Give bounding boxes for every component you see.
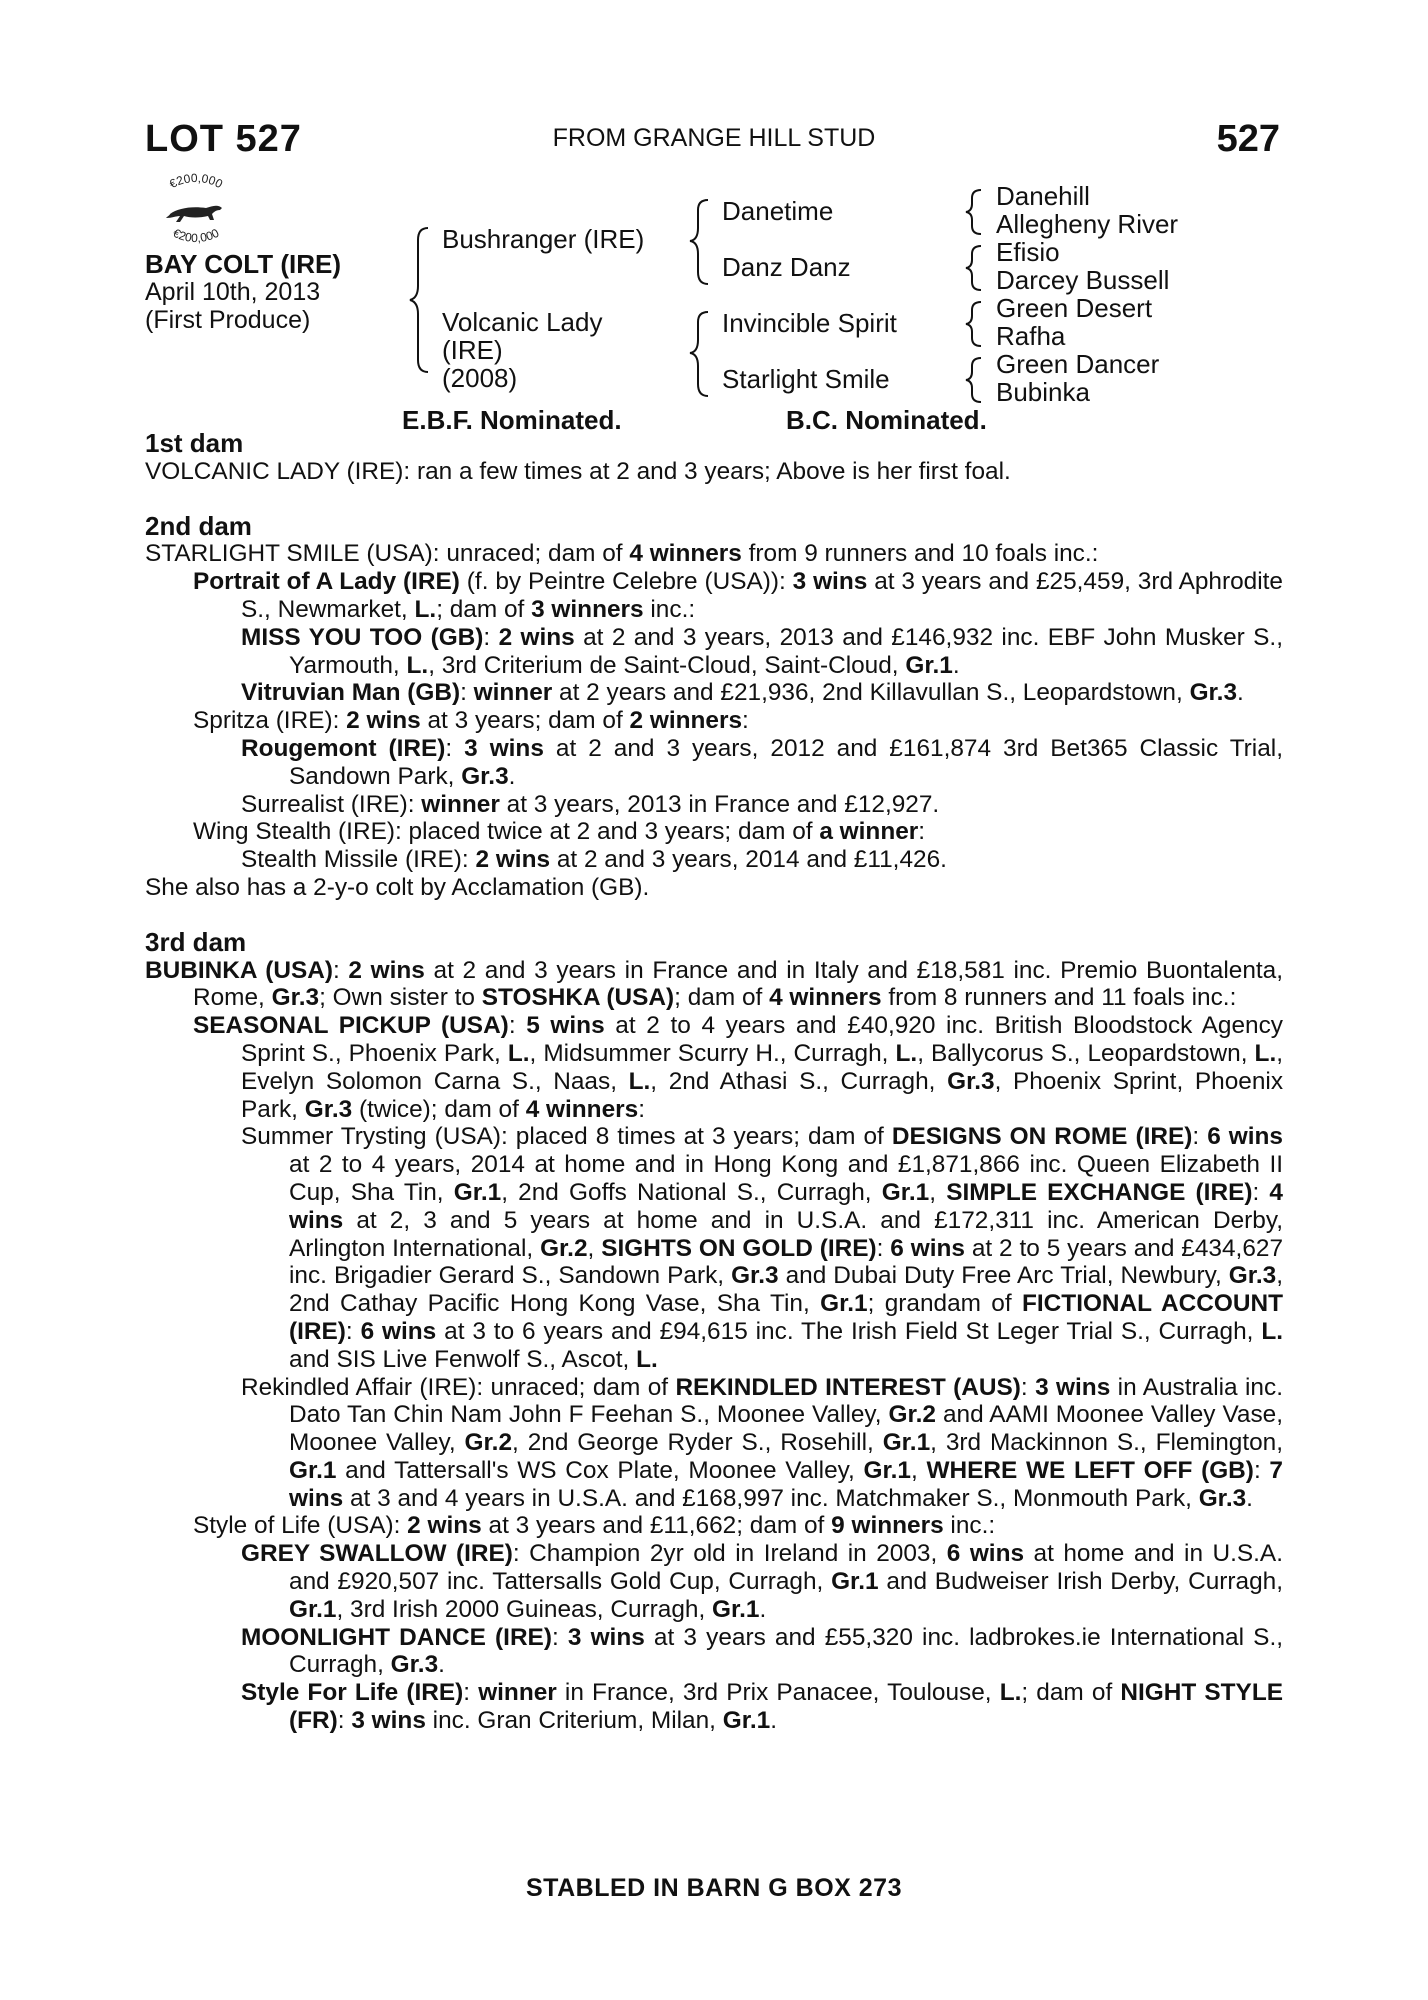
dam-country: (IRE) <box>442 335 503 365</box>
sire-dam: Danz Danz <box>722 252 851 282</box>
third-dam-text: BUBINKA (USA): 2 wins at 2 and 3 years in France and in Italy and £18,581 inc. Premio Buontalenta, Rome, Gr.3; Own sister to STOSHKA (USA); dam of 4 winners from 8 runners and 11 foals inc.: <box>145 956 1284 1012</box>
produce-entry: Surrealist (IRE): winner at 3 years, 2013 in France and £12,927. <box>241 790 940 818</box>
third-dam-heading: 3rd dam <box>145 926 247 957</box>
sire-name: Bushranger (IRE) <box>442 224 645 254</box>
ancestor-sdd: Darcey Bussell <box>996 265 1170 295</box>
stabling-location: STABLED IN BARN G BOX 273 <box>526 1874 902 1902</box>
dam-dam: Starlight Smile <box>722 364 890 394</box>
horse-title: BAY COLT (IRE) <box>145 249 341 279</box>
lot-label: LOT 527 <box>145 118 302 160</box>
ancestor-sds: Efisio <box>996 237 1060 267</box>
svg-text:€200,000 <box>167 172 225 191</box>
ancestor-sss: Danehill <box>996 181 1090 211</box>
second-dam-heading: 2nd dam <box>145 510 252 541</box>
ancestor-dds: Green Dancer <box>996 349 1160 379</box>
produce-note: (First Produce) <box>145 306 311 334</box>
produce-entry: Rougemont (IRE): 3 wins at 2 and 3 years, 2012 and £161,874 3rd Bet365 Classic Trial, Sandown Park, Gr.3. <box>241 734 1283 790</box>
produce-entry: Style For Life (IRE): winner in France, 3rd Prix Panacee, Toulouse, L.; dam of NIGHT STYLE (FR): 3 wins inc. Gran Criterium, Milan, Gr.1. <box>241 1679 1283 1735</box>
second-dam-text: STARLIGHT SMILE (USA): unraced; dam of 4 winners from 9 runners and 10 foals inc.: <box>145 540 1099 568</box>
ancestor-ddd: Bubinka <box>996 377 1090 407</box>
produce-entry: Style of Life (USA): 2 wins at 3 years and £11,662; dam of 9 winners inc.: <box>193 1512 996 1540</box>
ebf-nomination: E.B.F. Nominated. <box>402 405 622 435</box>
stamp-top-text: €200,000 <box>166 172 226 192</box>
produce-entry: Vitruvian Man (GB): winner at 2 years and £21,936, 2nd Killavullan S., Leopardstown, Gr.3. <box>241 679 1244 707</box>
ancestor-ssd: Allegheny River <box>996 209 1179 239</box>
ancestor-dss: Green Desert <box>996 293 1153 323</box>
vendor-name: FROM GRANGE HILL STUD <box>552 124 876 152</box>
svg-text:€200,000 <box>171 226 222 246</box>
produce-entry: GREY SWALLOW (IRE): Champion 2yr old in Ireland in 2003, 6 wins at home and in U.S.A. and £920,507 inc. Tattersalls Gold Cup, Curragh, Gr.1 and Budweiser Irish Derby, Curragh, Gr.1, 3rd Irish 2000 Guineas, Curragh, Gr.1. <box>241 1540 1283 1623</box>
produce-entry: SEASONAL PICKUP (USA): 5 wins at 2 to 4 years and £40,920 inc. British Bloodstock Agency Sprint S., Phoenix Park, L., Midsummer Scurry H., Curragh, L., Ballycorus S., Leopardstown, L., Evelyn Solomon Carna S., Naas, L., 2nd Athasi S., Curragh, Gr.3, Phoenix Sprint, Phoenix Park, Gr.3 (twice); dam of 4 winners: <box>193 1012 1284 1123</box>
first-dam-heading: 1st dam <box>145 428 244 458</box>
running-fox-icon <box>166 206 222 222</box>
produce-entry: Stealth Missile (IRE): 2 wins at 2 and 3 years, 2014 and £11,426. <box>241 846 947 874</box>
stamp-bottom-text: €200,000 <box>170 225 222 246</box>
price-stamp <box>148 172 244 252</box>
dam-name: Volcanic Lady <box>442 307 603 337</box>
ancestor-dsd: Rafha <box>996 321 1066 351</box>
produce-entry: MISS YOU TOO (GB): 2 wins at 2 and 3 years, 2013 and £146,932 inc. EBF John Musker S., Yarmouth, L., 3rd Criterium de Saint-Cloud, Saint-Cloud, Gr.1. <box>241 623 1283 679</box>
horse-info <box>145 250 341 334</box>
produce-note: She also has a 2-y-o colt by Acclamation (GB). <box>145 873 650 901</box>
produce-entry: Spritza (IRE): 2 wins at 3 years; dam of 2 winners: <box>193 707 749 735</box>
produce-entry: MOONLIGHT DANCE (IRE): 3 wins at 3 years and £55,320 inc. ladbrokes.ie International S., Curragh, Gr.3. <box>241 1623 1283 1679</box>
sire-sire: Danetime <box>722 196 834 226</box>
produce-entry: Wing Stealth (IRE): placed twice at 2 and 3 years; dam of a winner: <box>193 818 926 846</box>
produce-entry: Rekindled Affair (IRE): unraced; dam of REKINDLED INTEREST (AUS): 3 wins in Australia inc. Dato Tan Chin Nam John F Feehan S., Moonee Valley, Gr.2 and AAMI Moonee Valley Vase, Moonee Valley, Gr.2, 2nd George Ryder S., Rosehill, Gr.1, 3rd Mackinnon S., Flemington, Gr.1 and Tattersall's WS Cox Plate, Moonee Valley, Gr.1, WHERE WE LEFT OFF (GB): 7 wins at 3 and 4 years in U.S.A. and £168,997 inc. Matchmaker S., Monmouth Park, Gr.3. <box>241 1373 1284 1512</box>
first-dam-text: VOLCANIC LADY (IRE): ran a few times at 2 and 3 years; Above is her first foal. <box>145 457 1011 485</box>
produce-entry: Summer Trysting (USA): placed 8 times at 3 years; dam of DESIGNS ON ROME (IRE): 6 wins at 2 to 4 years, 2014 at home and in Hong Kong and £1,871,866 inc. Queen Elizabeth II Cup, Sha Tin, Gr.1, 2nd Goffs National S., Curragh, Gr.1, SIMPLE EXCHANGE (IRE): 4 wins at 2, 3 and 5 years at home and in U.S.A. and £172,311 inc. American Derby, Arlington International, Gr.2, SIGHTS ON GOLD (IRE): 6 wins at 2 to 5 years and £434,627 inc. Brigadier Gerard S., Sandown Park, Gr.3 and Dubai Duty Free Arc Trial, Newbury, Gr.3, 2nd Cathay Pacific Hong Kong Vase, Sha Tin, Gr.1; grandam of FICTIONAL ACCOUNT (IRE): 6 wins at 3 to 6 years and £94,615 inc. The Irish Field St Leger Trial S., Curragh, L. and SIS Live Fenwolf S., Ascot, L. <box>241 1123 1284 1373</box>
bc-nomination: B.C. Nominated. <box>786 405 987 435</box>
lot-number: 527 <box>1216 118 1280 160</box>
dam-sire: Invincible Spirit <box>722 308 897 338</box>
foaling-date: April 10th, 2013 <box>145 278 321 306</box>
produce-record <box>145 430 1283 1735</box>
produce-entry: Portrait of A Lady (IRE) (f. by Peintre Celebre (USA)): 3 wins at 3 years and £25,459, 3rd Aphrodite S., Newmarket, L.; dam of 3 winners inc.: <box>193 568 1283 623</box>
dam-year: (2008) <box>442 363 518 393</box>
